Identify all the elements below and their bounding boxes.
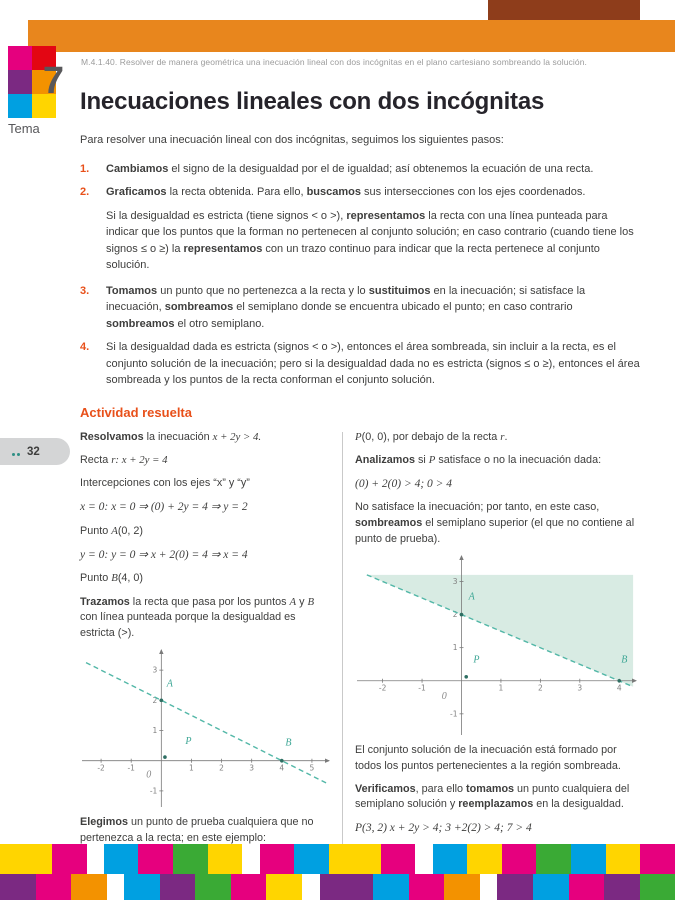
svg-text:5: 5 [309,763,315,773]
color-stripe [8,46,32,70]
paragraph-resolvamos: Resolvamos la inecuación x + 2y > 4. [80,430,262,443]
activity-left-column [80,430,332,854]
color-stripe [260,844,295,874]
color-stripe [640,874,675,900]
color-stripe [497,874,533,900]
svg-text:2: 2 [537,683,543,693]
svg-text:4: 4 [279,763,285,773]
activity-right-column [355,430,642,846]
paragraph-punto-b: Punto B(4, 0) [80,572,144,585]
svg-text:3: 3 [152,665,158,675]
svg-text:A: A [166,678,173,690]
color-stripe [208,844,243,874]
color-stripe [160,874,196,900]
step-2-number: 2. [80,186,90,198]
intro-paragraph: Para resolver una inecuación lineal con dos incógnitas, seguimos los siguientes pasos: [80,134,504,146]
step-3-text: Tomamos un punto que no pertenezca a la recta y lo sustituimos en la inecuación; si satisface la inecuación, sombreamos el semiplano donde se encuentra ubicado el punto; en caso contrario sombreamos el otro semiplano. [106,284,586,330]
step-1 [80,161,642,178]
svg-text:A: A [468,591,475,603]
step-1-number: 1. [80,162,90,175]
header-orange-band [28,20,675,52]
color-stripe [381,844,416,874]
svg-text:-1: -1 [149,786,158,796]
svg-text:1: 1 [152,725,158,735]
svg-text:2: 2 [152,695,158,705]
paragraph-recta: Recta r: x + 2y = 4 [80,453,168,466]
color-stripe [294,844,329,874]
paragraph-p00: P(0, 0), por debajo de la recta r. [355,430,508,443]
color-stripe [52,844,87,874]
svg-text:P: P [185,736,192,748]
footer-stripe-row-bottom [0,874,675,900]
equation-y-zero: y = 0: y = 0 ⇒ x + 2(0) = 4 ⇒ x = 4 [80,548,248,561]
step-4 [80,339,642,389]
page-number-tab [0,438,70,465]
svg-text:3: 3 [249,763,255,773]
color-stripe [242,844,259,874]
color-stripe [604,874,640,900]
graph-shaded-halfplane [355,555,637,737]
svg-text:1: 1 [452,643,458,653]
page-tab-dots-icon [12,443,20,461]
svg-text:-1: -1 [450,709,458,719]
svg-text:0: 0 [146,769,152,781]
color-stripe [8,94,32,118]
header-accent-rect [488,0,640,20]
graph-dashed-line [80,649,330,809]
color-stripe [433,844,468,874]
color-stripe [373,874,409,900]
paragraph-intercepciones: Intercepciones con los ejes “x” y “y” [80,476,250,489]
paragraph-no-satisface: No satisface la inecuación; por tanto, en este caso, sombreamos el semiplano superior (el que no contiene al punto de prueba). [355,501,635,545]
tema-badge [8,46,64,136]
step-4-text: Si la desigualdad dada es estricta (signos < o >), entonces el área sombreada, sin incluir a la recta, es el conjunto solución de la inecuación; pero si la desigualdad dada no es estricta (signos ≤ o ≥), entonces el área sombreada y los puntos de la recta conforman el conjunto solución. [106,341,640,386]
svg-text:2: 2 [219,763,224,773]
step-3 [80,283,642,333]
color-stripe [302,874,320,900]
svg-text:B: B [621,654,628,666]
svg-text:-2: -2 [97,763,105,773]
color-stripe [536,844,571,874]
step-2 [80,184,642,201]
color-stripe [502,844,537,874]
color-stripe [467,844,502,874]
svg-text:B: B [285,737,292,749]
color-stripe [480,874,498,900]
equation-eval: (0) + 2(0) > 4; 0 > 4 [355,477,453,490]
svg-text:0: 0 [441,690,447,702]
svg-text:1: 1 [189,763,194,773]
step-4-number: 4. [80,341,90,353]
tema-number: 7 [42,60,64,102]
color-stripe [104,844,139,874]
page-content [80,88,642,854]
color-stripe [320,874,373,900]
color-stripe [329,844,381,874]
color-stripe [0,874,36,900]
paragraph-elegimos: Elegimos un punto de prueba cualquiera que no pertenezca a la recta; en este ejemplo: [80,815,314,844]
step-1-text: Cambiamos el signo de la desigualdad por el de igualdad; así obtenemos la ecuación de una recta. [106,162,594,175]
color-stripe [571,844,606,874]
page-number: 32 [27,445,40,458]
activity-columns [80,430,642,854]
color-stripe [415,844,432,874]
svg-text:-1: -1 [127,763,135,773]
color-stripe [444,874,480,900]
svg-text:1: 1 [498,683,504,693]
svg-text:3: 3 [452,576,458,586]
color-stripe [606,844,641,874]
activity-heading: Actividad resuelta [80,404,192,420]
svg-text:P: P [473,654,480,666]
color-stripe [36,874,72,900]
color-stripe [87,844,104,874]
equation-verify: P(3, 2) x + 2y > 4; 3 +2(2) > 4; 7 > 4 [355,822,532,835]
paragraph-punto-a: Punto A(0, 2) [80,524,144,537]
paragraph-conjunto: El conjunto solución de la inecuación está formado por todos los puntos pertenecientes a la región sombreada. [355,743,621,772]
color-stripe [71,874,107,900]
step-3-number: 3. [80,284,90,297]
step-2-text: Graficamos la recta obtenida. Para ello, buscamos sus intersecciones con los ejes coordenados. [106,186,586,198]
column-divider [342,432,343,854]
footer-stripe-row-top [0,844,675,874]
tema-label: Tema [8,121,40,136]
color-stripe [173,844,208,874]
color-stripe [569,874,605,900]
color-stripe [195,874,231,900]
svg-text:2: 2 [452,609,458,619]
svg-text:3: 3 [577,683,583,693]
color-stripe [124,874,160,900]
svg-text:-1: -1 [418,683,426,693]
color-stripe [409,874,445,900]
paragraph-analizamos: Analizamos si P satisface o no la inecuación dada: [355,453,602,466]
equation-x-zero: x = 0: x = 0 ⇒ (0) + 2y = 4 ⇒ y = 2 [80,500,248,513]
color-stripe [231,874,267,900]
color-stripe [8,70,32,94]
color-stripe [107,874,125,900]
color-stripe [266,874,302,900]
paragraph-trazamos: Trazamos la recta que pasa por los puntos A y B con línea punteada porque la desigualdad es estricta (>). [80,595,315,639]
color-stripe [138,844,173,874]
color-stripe [640,844,675,874]
color-stripe [0,844,52,874]
footer-stripes [0,844,675,900]
paragraph-verificamos: Verificamos, para ello tomamos un punto cualquiera del semiplano solución y reemplazamos en la desigualdad. [355,782,630,811]
svg-text:4: 4 [616,683,622,693]
color-stripe [533,874,569,900]
svg-text:-2: -2 [378,683,387,693]
step-2-note: Si la desigualdad es estricta (tiene signos < o >), representamos la recta con una línea punteada para indicar que los puntos que la forman no pertenecen al conjunto solución; en caso contrario (cuando tiene los signos ≤ o ≥) la representamos con un trazo continuo para indicar que la recta pertenece al conjunto solución. [106,209,634,271]
curriculum-standard: M.4.1.40. Resolver de manera geométrica una inecuación lineal con dos incógnitas en el plano cartesiano sombreando la solución. [81,57,587,67]
page-title: Inecuaciones lineales con dos incógnitas [80,88,545,115]
